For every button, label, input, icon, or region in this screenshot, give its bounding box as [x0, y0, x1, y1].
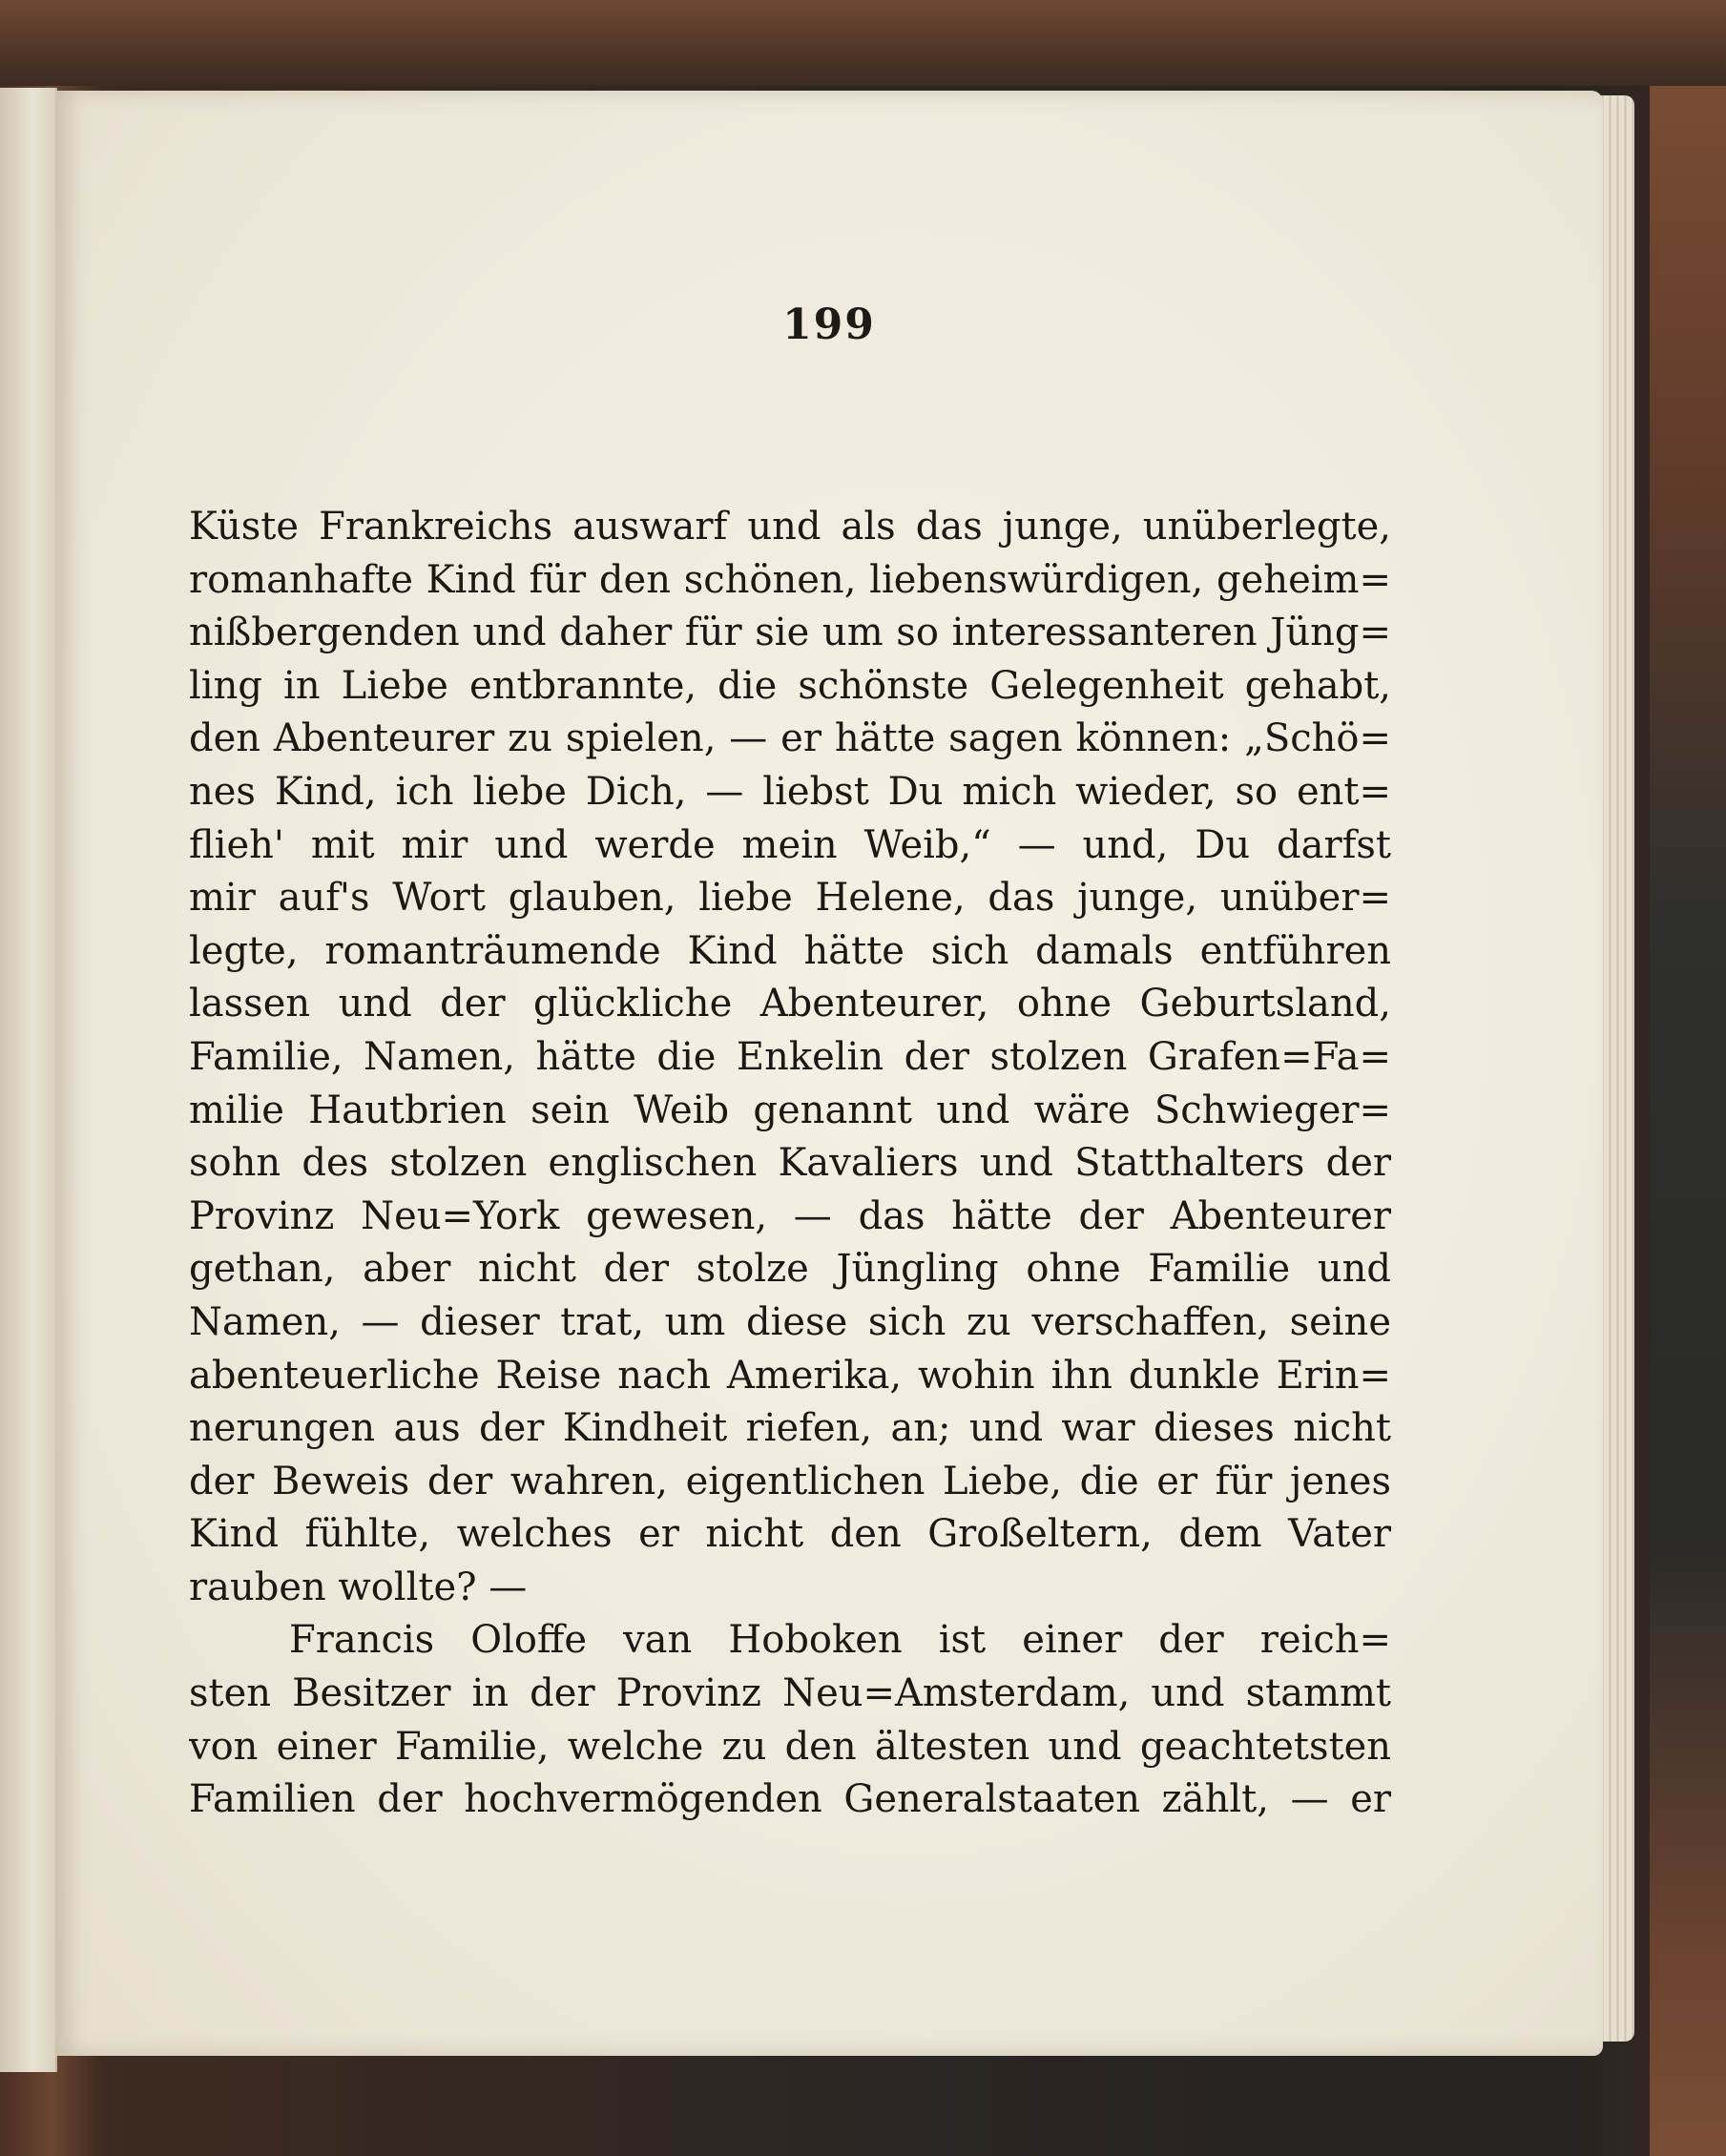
text-line: von einer Familie, welche zu den ältesten und geachtetsten — [189, 1724, 1391, 1769]
text-line: lassen und der glückliche Abenteurer, ohne Geburtsland, — [189, 982, 1391, 1026]
page-number: 199 — [782, 301, 876, 349]
text-line: der Beweis der wahren, eigentlichen Liebe, die er für jenes — [189, 1459, 1391, 1503]
text-line: Namen, — dieser trat, um diese sich zu verschaffen, seine — [189, 1299, 1391, 1344]
text-line: gethan, aber nicht der stolze Jüngling ohne Familie und — [189, 1247, 1391, 1292]
text-line: Familien der hochvermögenden Generalstaaten zählt, — er — [189, 1777, 1391, 1822]
page-text — [189, 501, 1391, 1827]
book-page — [55, 91, 1603, 2056]
text-line: Kind fühlte, welches er nicht den Großeltern, dem Vater — [189, 1512, 1391, 1557]
text-line: romanhafte Kind für den schönen, liebenswürdigen, geheim= — [189, 557, 1391, 602]
text-line: ling in Liebe entbrannte, die schönste Gelegenheit gehabt, — [189, 663, 1391, 708]
cover-right-edge — [1650, 86, 1726, 2156]
text-line: rauben wollte? — — [189, 1565, 528, 1609]
text-line: milie Hautbrien sein Weib genannt und wäre Schwieger= — [189, 1088, 1391, 1132]
text-line: flieh' mit mir und werde mein Weib,“ — und, Du darfst — [189, 822, 1391, 867]
text-line: Provinz Neu=York gewesen, — das hätte der Abenteurer — [189, 1193, 1391, 1238]
text-line: Küste Frankreichs auswarf und als das junge, unüberlegte, — [189, 505, 1391, 549]
text-line: nes Kind, ich liebe Dich, — liebst Du mich wieder, so ent= — [189, 769, 1391, 814]
text-line: sohn des stolzen englischen Kavaliers und Statthalters der — [189, 1141, 1391, 1186]
text-line: Familie, Namen, hätte die Enkelin der stolzen Grafen=Fa= — [189, 1034, 1391, 1079]
paragraph — [189, 1614, 1391, 1826]
text-line: legte, romanträumende Kind hätte sich damals entführen — [189, 928, 1391, 973]
text-line: sten Besitzer in der Provinz Neu=Amsterdam, und stammt — [189, 1671, 1391, 1716]
paragraph — [189, 501, 1391, 1614]
text-line: den Abenteurer zu spielen, — er hätte sagen können: „Schö= — [189, 716, 1391, 761]
text-line: mir auf's Wort glauben, liebe Helene, das junge, unüber= — [189, 876, 1391, 921]
text-line: nißbergenden und daher für sie um so interessanteren Jüng= — [189, 611, 1391, 655]
text-line: abenteuerliche Reise nach Amerika, wohin ihn dunkle Erin= — [189, 1353, 1391, 1398]
left-page-edge — [0, 88, 57, 2072]
text-line: nerungen aus der Kindheit riefen, an; und war dieses nicht — [189, 1406, 1391, 1451]
text-line: Francis Oloffe van Hoboken ist einer der reich= — [289, 1618, 1391, 1663]
cover-top-edge — [0, 0, 1726, 86]
